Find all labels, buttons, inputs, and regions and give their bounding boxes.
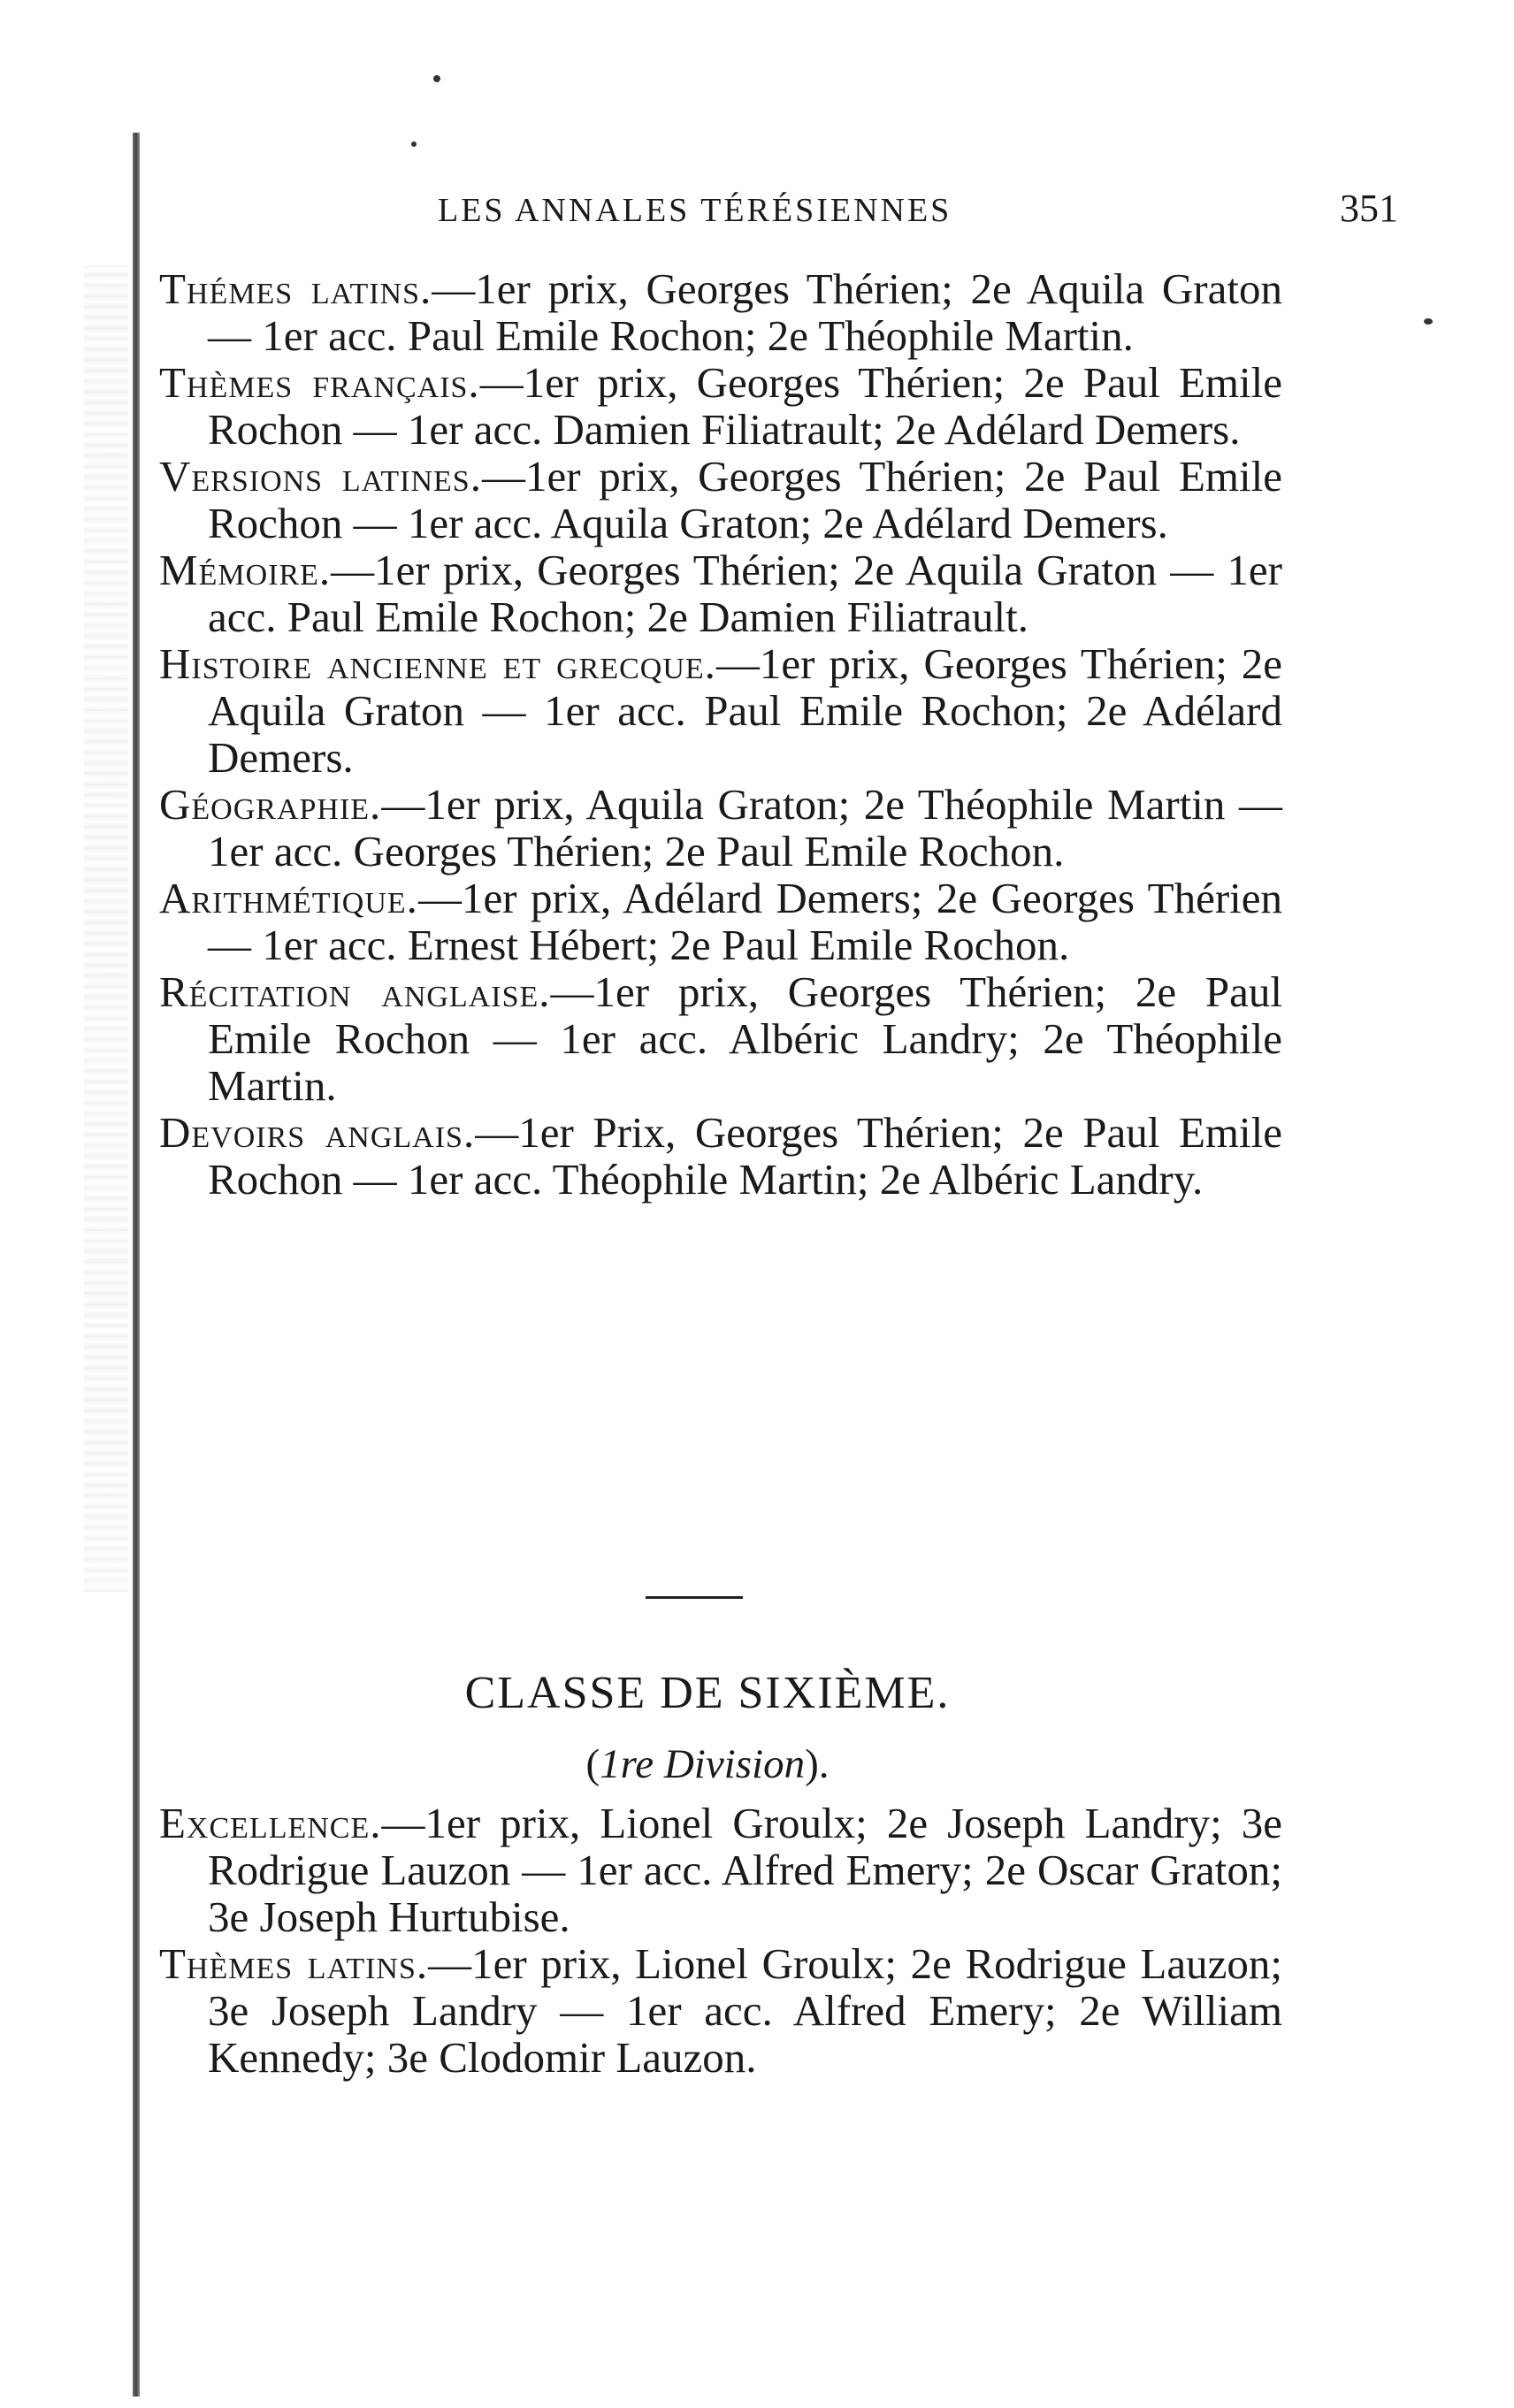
- subtitle-open: (: [585, 1741, 600, 1787]
- subject-heading: Versions latines.: [159, 452, 482, 501]
- prize-entry: [159, 1940, 1282, 2081]
- ink-speck: [1424, 318, 1433, 325]
- subject-heading: Thèmes latins.: [159, 1939, 429, 1988]
- prize-entry: [159, 453, 1282, 547]
- prize-entry: [159, 968, 1282, 1109]
- subtitle-close: ).: [805, 1741, 830, 1787]
- section-divider-rule: [646, 1596, 743, 1599]
- prize-entry: [159, 781, 1282, 875]
- running-head: [438, 186, 1411, 231]
- prize-entry: [159, 875, 1282, 968]
- subject-heading: Devoirs anglais.: [159, 1108, 476, 1157]
- subject-heading: Récitation anglaise.: [159, 967, 551, 1016]
- prize-text: —1er prix, Adélard Demers; 2e Georges Thérien — 1er acc. Ernest Hébert; 2e Paul Emile Rochon.: [208, 874, 1282, 969]
- subject-heading: Mémoire.: [159, 546, 332, 594]
- subject-heading: Géographie.: [159, 780, 382, 829]
- ink-speck: [433, 75, 440, 82]
- prize-text: —1er prix, Georges Thérien; 2e Paul Emile Rochon — 1er acc. Aquila Graton; 2e Adélard Demers.: [208, 452, 1282, 547]
- prize-text: —1er prix, Georges Thérien; 2e Aquila Graton — 1er acc. Paul Emile Rochon; 2e Damien Filiatrault.: [208, 546, 1282, 641]
- ink-speck: [411, 141, 417, 147]
- prize-entry: [159, 1800, 1282, 1940]
- prize-text: —1er Prix, Georges Thérien; 2e Paul Emile Rochon — 1er acc. Théophile Martin; 2e Albéric Landry.: [208, 1108, 1283, 1204]
- prize-list-part-2: [133, 1800, 1282, 2081]
- running-title: LES ANNALES TÉRÉSIENNES: [438, 192, 952, 229]
- book-page: [133, 0, 1398, 2408]
- subject-heading: Thèmes français.: [159, 358, 480, 407]
- prize-list-part-1: [133, 265, 1282, 1203]
- prize-entry: [159, 265, 1282, 359]
- prize-text: —1er prix, Lionel Groulx; 2e Joseph Landry; 3e Rodrigue Lauzon — 1er acc. Alfred Emery; 2e Oscar Graton; 3e Joseph Hurtubise.: [208, 1799, 1282, 1941]
- prize-entry: [159, 547, 1282, 640]
- prize-text: —1er prix, Georges Thérien; 2e Paul Emile Rochon — 1er acc. Albéric Landry; 2e Théophile Martin.: [208, 967, 1282, 1110]
- section-subtitle: [133, 1740, 1282, 1788]
- section-title: CLASSE DE SIXIÈME.: [464, 1668, 951, 1718]
- subject-heading: Histoire ancienne et grecque.: [159, 639, 716, 688]
- subject-heading: Arithmétique.: [159, 874, 418, 922]
- subtitle-division: 1re Division: [600, 1741, 806, 1787]
- prize-entry: [159, 1109, 1282, 1203]
- prize-text: —1er prix, Georges Thérien; 2e Aquila Graton — 1er acc. Paul Emile Rochon; 2e Adélard Demers.: [208, 639, 1282, 782]
- prize-text: —1er prix, Georges Thérien; 2e Paul Emile Rochon — 1er acc. Damien Filiatrault; 2e Adélard Demers.: [208, 358, 1282, 454]
- subject-heading: Thémes latins.: [159, 264, 432, 313]
- prize-entry: [159, 359, 1282, 453]
- subject-heading: Excellence.: [159, 1799, 382, 1847]
- prize-text: —1er prix, Lionel Groulx; 2e Rodrigue Lauzon; 3e Joseph Landry — 1er acc. Alfred Emery; 2e William Kennedy; 3e Clodomir Lauzon.: [208, 1939, 1282, 2082]
- binding-shadow: [84, 265, 128, 1592]
- page-number: 351: [1340, 187, 1398, 230]
- prize-text: —1er prix, Georges Thérien; 2e Aquila Graton — 1er acc. Paul Emile Rochon; 2e Théophile Martin.: [208, 264, 1282, 360]
- prize-text: —1er prix, Aquila Graton; 2e Théophile Martin — 1er acc. Georges Thérien; 2e Paul Emile Rochon.: [208, 780, 1282, 875]
- prize-entry: [159, 640, 1282, 781]
